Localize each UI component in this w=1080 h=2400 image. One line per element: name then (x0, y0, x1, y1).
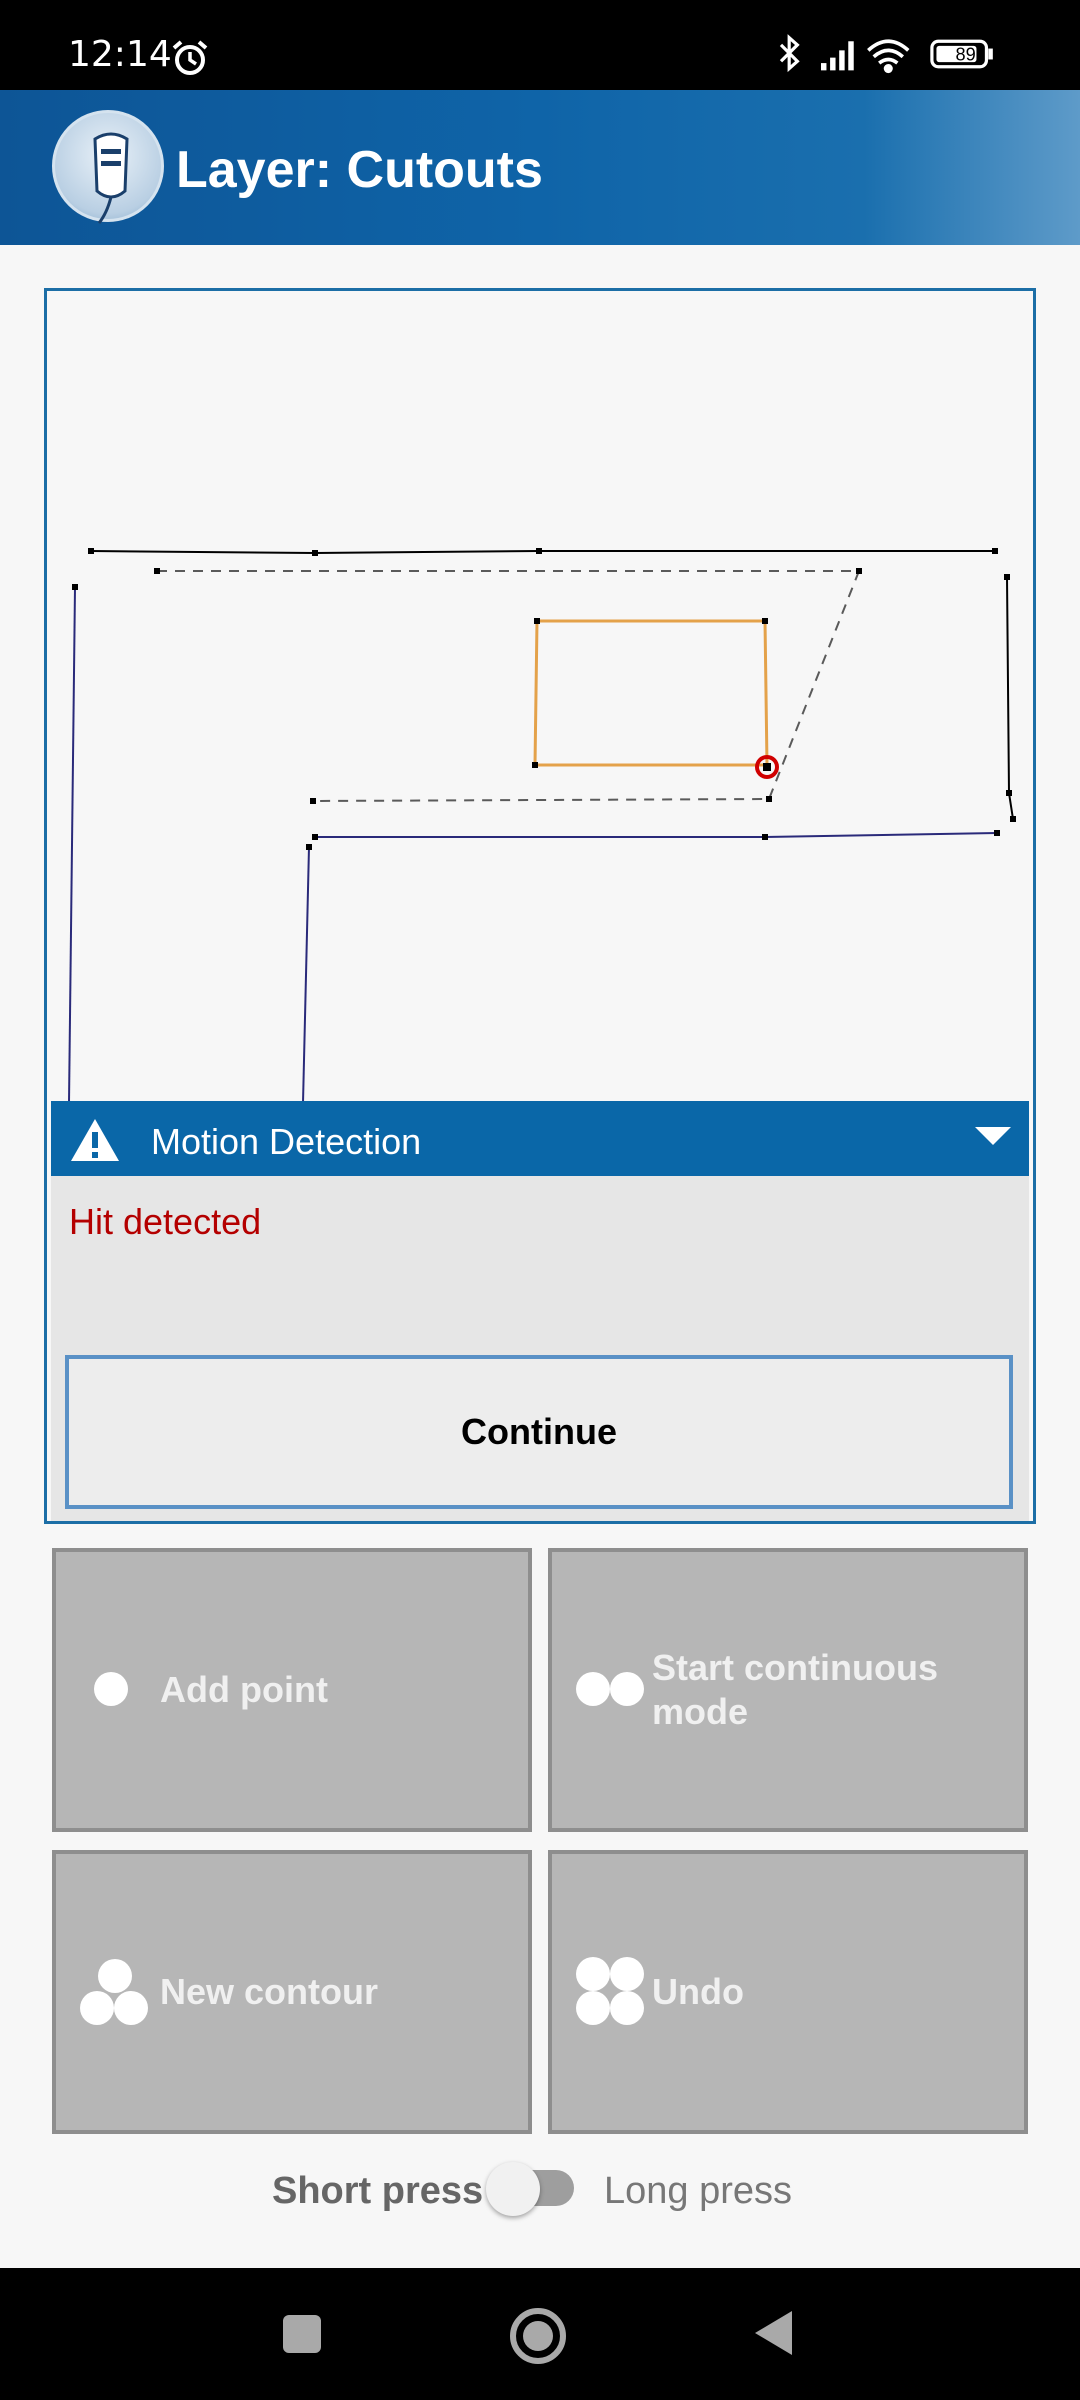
undo-button[interactable] (548, 1850, 1028, 2134)
dialog-title: Motion Detection (151, 1121, 422, 1162)
motion-detection-dialog (51, 1101, 1029, 1521)
navigation-bar (0, 2268, 1080, 2400)
continue-button[interactable]: Continue (65, 1355, 1013, 1509)
status-time: 12:14 (68, 34, 172, 75)
start-continuous-mode-label (652, 1646, 938, 1734)
inner-boundary-line (303, 847, 309, 1103)
press-mode-toggle-thumb[interactable] (486, 2162, 540, 2216)
start-continuous-line1: Start continuous (652, 1647, 938, 1688)
dialog-header (51, 1101, 1029, 1176)
long-press-label: Long press (604, 2170, 793, 2212)
system-icons (766, 34, 1016, 74)
alarm-icon (170, 38, 210, 78)
circle-icon[interactable] (508, 2306, 568, 2366)
boundary-line (315, 833, 997, 837)
new-contour-button[interactable] (52, 1850, 532, 2134)
chevron-down-icon[interactable] (973, 1123, 1013, 1149)
bluetooth-icon (781, 38, 797, 69)
triangle-back-icon[interactable] (752, 2308, 796, 2358)
short-press-label: Short press (272, 2170, 484, 2212)
left-boundary-line (69, 587, 75, 1103)
one-dot-icon (94, 1672, 130, 1708)
status-bar (0, 0, 1080, 90)
start-continuous-mode-button[interactable] (548, 1548, 1028, 1832)
cutout-rectangle (535, 621, 767, 765)
press-mode-row (0, 2160, 1080, 2220)
square-icon[interactable] (280, 2312, 324, 2356)
signal-icon (821, 41, 854, 70)
warning-icon (69, 1117, 121, 1163)
three-dots-icon (80, 1959, 150, 2025)
app-logo (52, 110, 164, 222)
start-continuous-line2: mode (652, 1691, 749, 1732)
undo-label: Undo (652, 1971, 744, 2012)
contour-vertices (72, 548, 1016, 850)
add-point-button[interactable] (52, 1548, 532, 1832)
two-dots-icon (576, 1672, 646, 1708)
dialog-message: Hit detected (69, 1201, 262, 1242)
app-bar (0, 90, 1080, 245)
new-contour-label: New contour (160, 1971, 379, 2012)
battery-level: 89 (955, 44, 976, 65)
outer-contour (91, 551, 995, 553)
four-dots-icon (576, 1957, 646, 2027)
right-contour-edge (1007, 577, 1013, 819)
page-title: Layer: Cutouts (176, 141, 543, 199)
add-point-label: Add point (160, 1669, 328, 1710)
wifi-icon (868, 41, 908, 71)
